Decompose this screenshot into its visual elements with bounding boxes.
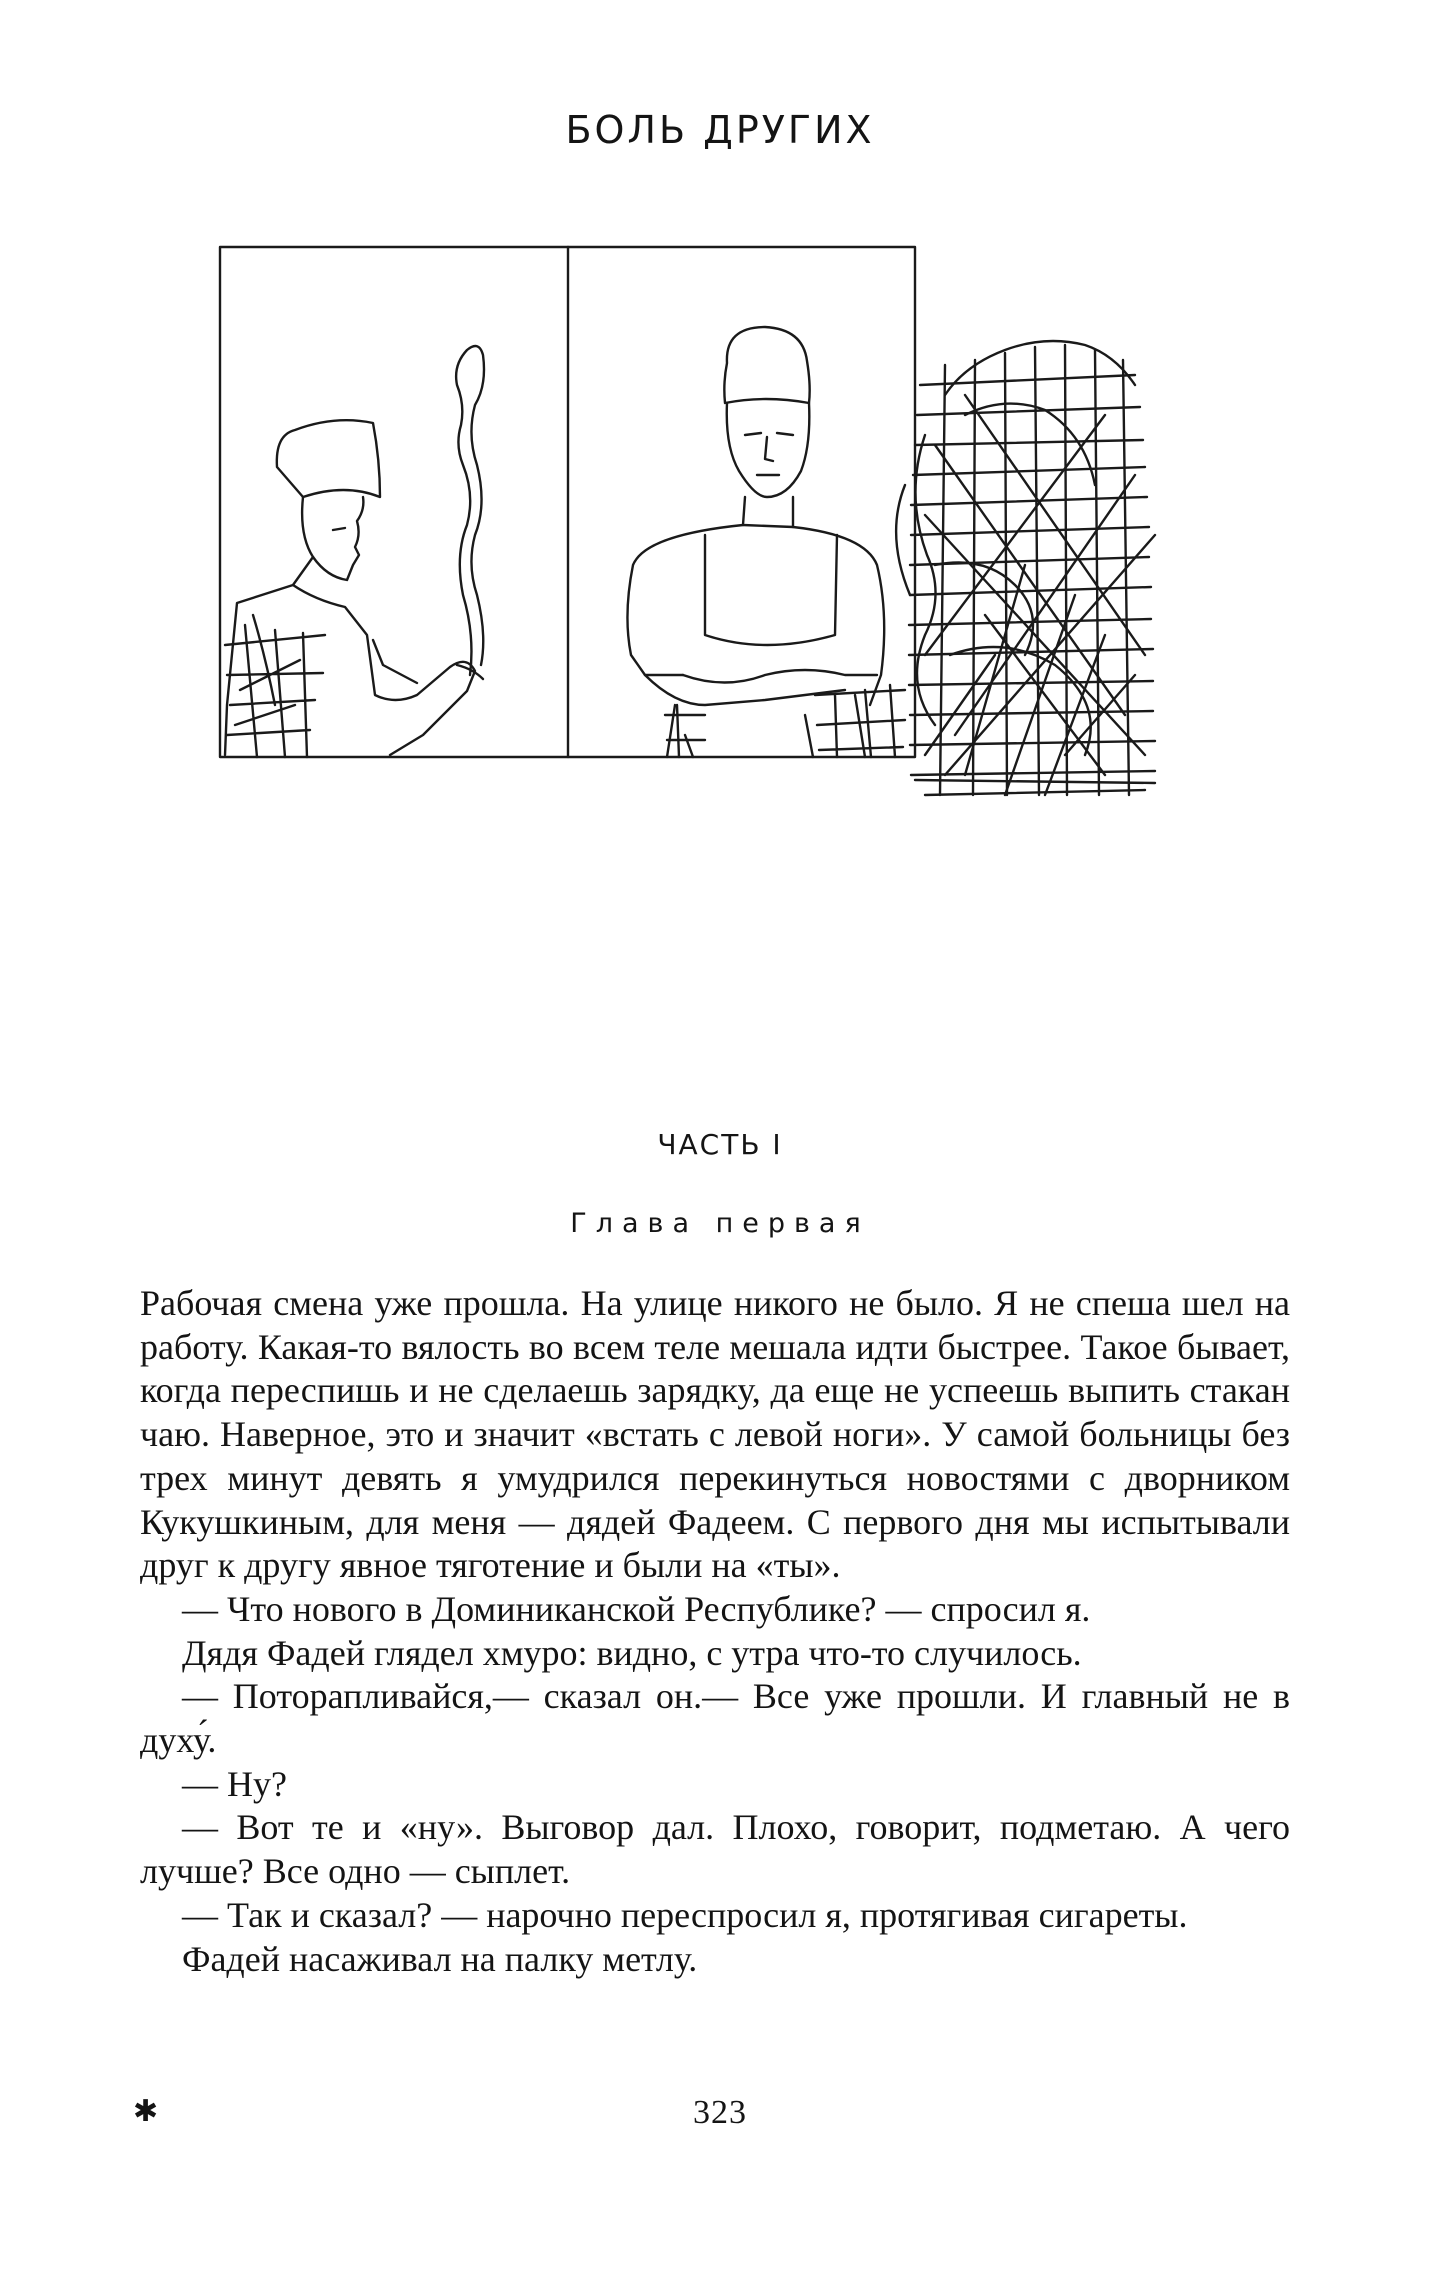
- paragraph: Рабочая смена уже прошла. На улице никого не было. Я не спеша шел на работу. Какая-то вялость во всем теле мешала идти быстрее. Такое бывает, когда переспишь и не сделаешь зарядку, да еще не успеешь выпить стакан чаю. Наверное, это и значит «встать с левой ноги». У самой больницы без трех минут девять я умудрился перекинуться новостями с дворником Кукушкиным, для меня — дядей Фадеем. С первого дня мы испытывали друг к другу явное тяготение и были на «ты».: [140, 1283, 1290, 1586]
- paragraph: — Так и сказал? — нарочно переспросил я, протягивая сигареты.: [182, 1894, 1188, 1935]
- chapter-heading: Глава первая: [570, 1208, 870, 1239]
- paragraph: Дядя Фадей глядел хмуро: видно, с утра что-то случилось.: [182, 1632, 1082, 1673]
- paragraph: — Ну?: [182, 1763, 287, 1804]
- story-title: БОЛЬ ДРУГИХ: [565, 108, 875, 152]
- page-number: 323: [693, 2094, 747, 2131]
- paragraph: — Что нового в Доминиканской Республике? — спросил я.: [182, 1588, 1091, 1629]
- paragraph: — Вот те и «ну». Выговор дал. Плохо, говорит, подметаю. А чего лучше? Все одно — сыплет.: [140, 1807, 1290, 1892]
- paragraph: — Поторапливайся,— сказал он.— Все уже прошли. И главный не в духу́.: [140, 1676, 1290, 1761]
- chapter-body-text: [140, 1282, 1290, 1981]
- signature-mark: ✱: [133, 2095, 159, 2128]
- part-heading: ЧАСТЬ I: [657, 1128, 783, 1161]
- ink-drawing-icon: [220, 247, 1155, 795]
- paragraph: Фадей насаживал на палку метлу.: [182, 1938, 698, 1979]
- chapter-illustration: [205, 235, 1165, 1035]
